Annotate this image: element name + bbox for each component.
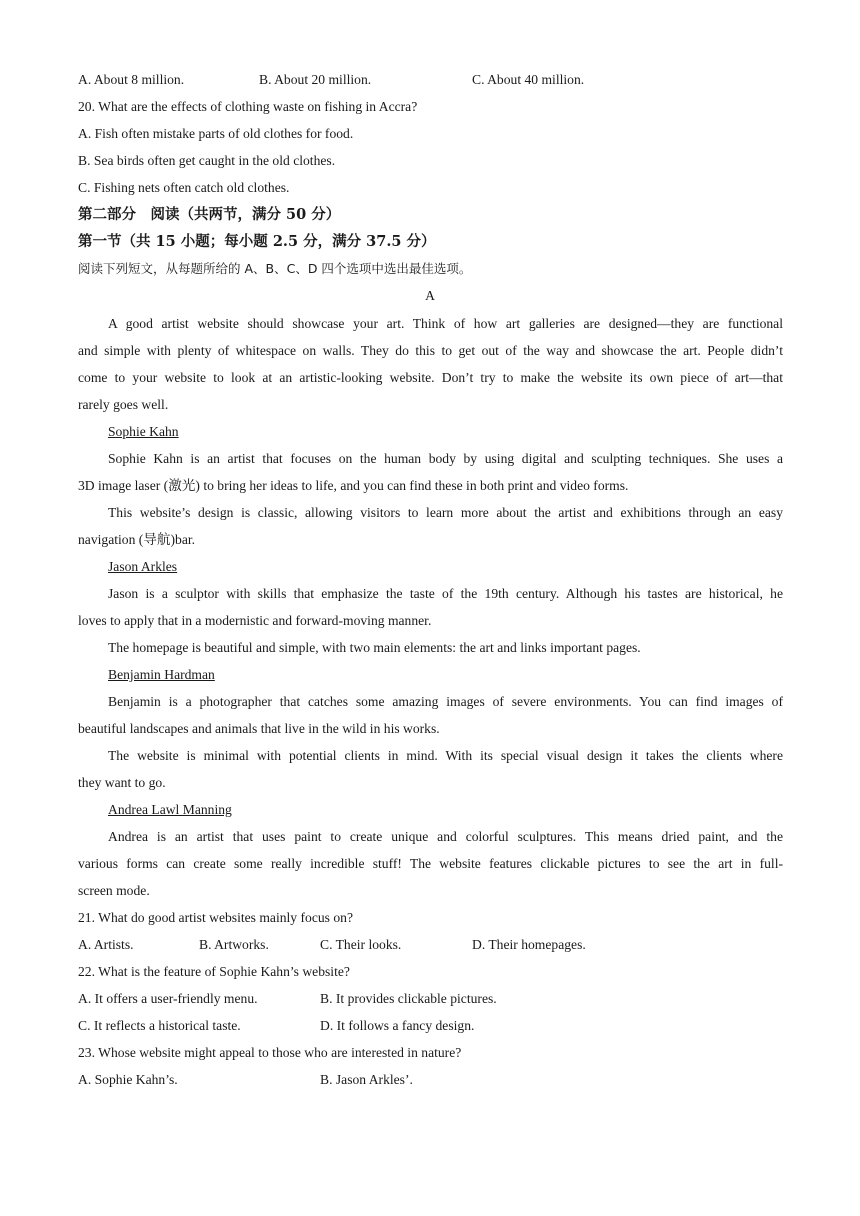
section-subtitle: 第一节（共 15 小题；每小题 2.5 分，满分 37.5 分）	[78, 233, 436, 250]
q23-option-a: A. Sophie Kahn’s.	[78, 1072, 178, 1087]
q21-option-b: B. Artworks.	[199, 937, 269, 952]
q22-option-b: B. It provides clickable pictures.	[320, 991, 497, 1006]
intro-line-2: and simple with plenty of whitespace on walls. They do this to get out of the way and showcase the art. People didn’t	[78, 343, 783, 358]
sophie-p1-line-2: 3D image laser (激光) to bring her ideas to life, and you can find these in both print and video forms.	[78, 478, 629, 493]
benjamin-p2-line-1: The website is minimal with potential clients in mind. With its special visual design it takes the clients where	[108, 748, 783, 763]
part-title: 第二部分 阅读（共两节，满分 50 分）	[78, 206, 341, 223]
q22-option-c: C. It reflects a historical taste.	[78, 1018, 241, 1033]
benjamin-p1-line-1: Benjamin is a photographer that catches some amazing images of severe environments. You can find images of	[108, 694, 783, 709]
andrea-p1-line-2: various forms can create some really incredible stuff! The website features clickable pictures to see the art in full-	[78, 856, 783, 871]
q19-option-a: A. About 8 million.	[78, 72, 185, 87]
q20-question: 20. What are the effects of clothing waste on fishing in Accra?	[78, 99, 418, 114]
passage-label: A	[425, 288, 435, 303]
q23-question: 23. Whose website might appeal to those who are interested in nature?	[78, 1045, 462, 1060]
q20-option-a: A. Fish often mistake parts of old clothes for food.	[78, 126, 354, 141]
sophie-p1-line-1: Sophie Kahn is an artist that focuses on the human body by using digital and sculpting techniques. She uses a	[108, 451, 783, 466]
sophie-p2-line-2: navigation (导航)bar.	[78, 532, 196, 547]
intro-line-4: rarely goes well.	[78, 397, 169, 412]
jason-p2: The homepage is beautiful and simple, with two main elements: the art and links important pages.	[108, 640, 641, 655]
q21-question: 21. What do good artist websites mainly focus on?	[78, 910, 353, 925]
q19-option-c: C. About 40 million.	[472, 72, 585, 87]
q22-question: 22. What is the feature of Sophie Kahn’s website?	[78, 964, 350, 979]
q21-option-c: C. Their looks.	[320, 937, 402, 952]
artist-heading-sophie: Sophie Kahn	[108, 424, 179, 439]
q19-option-b: B. About 20 million.	[259, 72, 372, 87]
artist-heading-andrea: Andrea Lawl Manning	[108, 802, 232, 817]
q21-option-d: D. Their homepages.	[472, 937, 586, 952]
q22-option-a: A. It offers a user-friendly menu.	[78, 991, 258, 1006]
q21-option-a: A. Artists.	[78, 937, 134, 952]
intro-line-3: come to your website to look at an artistic-looking website. Don’t try to make the website its own piece of art—that	[78, 370, 783, 385]
intro-line-1: A good artist website should showcase your art. Think of how art galleries are designed—they are functional	[108, 316, 783, 331]
artist-heading-benjamin: Benjamin Hardman	[108, 667, 215, 682]
instruction: 阅读下列短文，从每题所给的 A、B、C、D 四个选项中选出最佳选项。	[78, 261, 472, 276]
benjamin-p2-line-2: they want to go.	[78, 775, 166, 790]
q20-option-c: C. Fishing nets often catch old clothes.	[78, 180, 290, 195]
q20-option-b: B. Sea birds often get caught in the old clothes.	[78, 153, 336, 168]
jason-p1-line-2: loves to apply that in a modernistic and forward-moving manner.	[78, 613, 432, 628]
artist-heading-jason: Jason Arkles	[108, 559, 178, 574]
jason-p1-line-1: Jason is a sculptor with skills that emphasize the taste of the 19th century. Although his tastes are historical, he	[108, 586, 783, 601]
benjamin-p1-line-2: beautiful landscapes and animals that live in the wild in his works.	[78, 721, 440, 736]
andrea-p1-line-1: Andrea is an artist that uses paint to create unique and colorful sculptures. This means dried paint, and the	[108, 829, 783, 844]
sophie-p2-line-1: This website’s design is classic, allowing visitors to learn more about the artist and exhibitions through an easy	[108, 505, 783, 520]
andrea-p1-line-3: screen mode.	[78, 883, 150, 898]
q22-option-d: D. It follows a fancy design.	[320, 1018, 475, 1033]
q23-option-b: B. Jason Arkles’.	[320, 1072, 413, 1087]
